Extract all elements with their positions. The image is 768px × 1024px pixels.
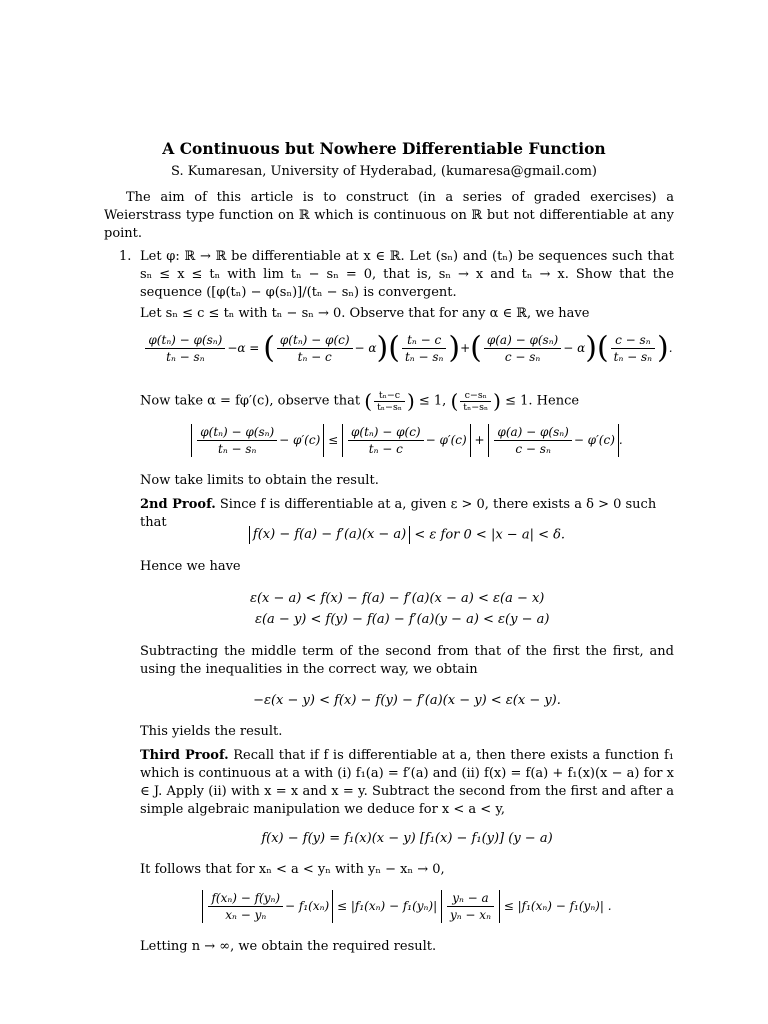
proof3-paragraph: Third Proof. Recall that if f is differentiable at a, then there exists a function f₁ which is continuous at a with (i) f₁(a) = f′(a) and (ii) f(x) = f(a) + f₁(x)(x − a) for x ∈ J. Apply (ii) with x = x and x = y. Subtract the second from the first and after a simple algebraic manipulation we deduce for x < a < y,: [140, 748, 674, 817]
proof2-label: 2nd Proof.: [140, 497, 216, 512]
proof3-equation: f(x) − f(y) = f₁(x)(x − y) [f₁(x) − f₁(y)] (y − a): [261, 831, 553, 846]
take-alpha-line: Now take α = fφ′(c), observe that ( $\frac{\text{tₙ−c}}{\text{tₙ−sₙ}}$ ) ≤ 1, ( $\frac{\text{c−sₙ}}{\text{tₙ−sₙ}}$ ) ≤ 1. Hence: [140, 389, 580, 413]
follows-line: It follows that for xₙ < a < yₙ with yₙ − xₙ → 0,: [140, 862, 445, 877]
author-line: S. Kumaresan, University of Hyderabad, (kumaresa@gmail.com): [171, 164, 597, 179]
fraction: $\frac{\text{φ(tₙ) − φ(sₙ)}}{\text{tₙ − sₙ}}$: [145, 332, 225, 365]
item-number: 1.: [119, 249, 132, 264]
yields-line: This yields the result.: [140, 724, 283, 739]
subtract-paragraph: Subtracting the middle term of the second from that of the first the first, and using the inequalities in the correct way, we obtain: [140, 644, 674, 677]
limits-line: Now take limits to obtain the result.: [140, 473, 379, 488]
page-title: A Continuous but Nowhere Differentiable Function: [162, 139, 606, 158]
inequality-1: ε(x − a) < f(x) − f(a) − f′(a)(x − a) < ε(a − x): [250, 591, 545, 606]
epsilon-delta-inequality: f(x) − f(a) − f′(a)(x − a) < ε for 0 < |x − a| < δ.: [140, 526, 674, 545]
proof3-label: Third Proof.: [140, 748, 229, 763]
abstract-paragraph: The aim of this article is to construct (in a series of graded exercises) a Weierstrass type function on ℝ which is continuous on ℝ but not differentiable at any point.: [104, 190, 674, 241]
inequality-3: −ε(x − y) < f(x) − f(y) − f′(a)(x − y) < ε(x − y).: [253, 693, 561, 708]
equation-estimate: $\frac{\text{φ(tₙ) − φ(sₙ)}}{\text{tₙ − sₙ}}$ − φ′(c) ≤ $\frac{\text{φ(tₙ) − φ(c)}}{\text{tₙ − c}}$ − φ′(c) + $\frac{\text{φ(a) − φ(sₙ)}}{\text{c − sₙ}}$ − φ′(c) .: [140, 424, 674, 457]
exercise-statement: Let φ: ℝ → ℝ be differentiable at x ∈ ℝ. Let (sₙ) and (tₙ) be sequences such that sₙ ≤ x ≤ tₙ with lim tₙ − sₙ = 0, that is, sₙ → x and tₙ → x. Show that the sequence ([φ(tₙ) − φ(sₙ)]/(tₙ − sₙ) is convergent.: [140, 249, 674, 300]
let-line: Let sₙ ≤ c ≤ tₙ with tₙ − sₙ → 0. Observe that for any α ∈ ℝ, we have: [140, 306, 590, 321]
equation-decomposition: $\frac{\text{φ(tₙ) − φ(sₙ)}}{\text{tₙ − sₙ}}$ −α = ( $\frac{\text{φ(tₙ) − φ(c)}}{\text{tₙ − c}}$ − α)( $\frac{\text{tₙ − c}}{\text{tₙ − sₙ}}$ )+( $\frac{\text{φ(a) − φ(sₙ)}}{\text{c − sₙ}}$ − α)( $\frac{\text{c − sₙ}}{\text{tₙ − sₙ}}$ ).: [138, 332, 678, 365]
inequality-2: ε(a − y) < f(y) − f(a) − f′(a)(y − a) < ε(y − a): [255, 612, 550, 627]
proof2-intro: 2nd Proof. Since f is differentiable at a, given ε > 0, there exists a δ > 0 such that: [140, 497, 657, 530]
proof3-estimate: $\frac{\text{f(xₙ) − f(yₙ)}}{\text{xₙ − yₙ}}$ − f₁(xₙ) ≤ |f₁(xₙ) − f₁(yₙ)| $\frac{\text{yₙ − a}}{\text{yₙ − xₙ}}$ ≤ |f₁(xₙ) − f₁(yₙ)| .: [140, 890, 674, 923]
hence-line: Hence we have: [140, 559, 241, 574]
letting-line: Letting n → ∞, we obtain the required result.: [140, 939, 437, 954]
